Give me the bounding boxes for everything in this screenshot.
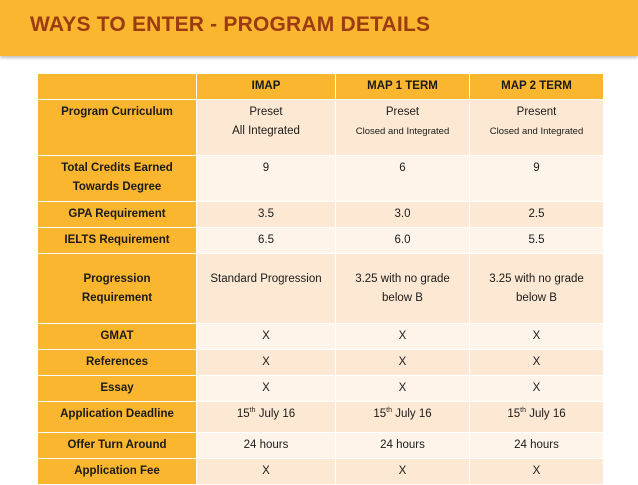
row-label-line: Total Credits Earned: [61, 162, 173, 174]
table-cell: X: [197, 324, 336, 350]
table-row: [38, 254, 604, 324]
cell-line: 3.25 with no grade: [355, 272, 450, 285]
cell-sub: Closed and Integrated: [355, 126, 450, 137]
date-day: 15: [507, 408, 521, 420]
table-cell: X: [336, 350, 470, 376]
cell-sub: Closed and Integrated: [489, 126, 584, 137]
table-cell: [197, 254, 336, 324]
table-cell: [197, 402, 336, 433]
row-label: Offer Turn Around: [38, 433, 197, 459]
table-cell: 6.5: [197, 228, 336, 254]
date-suffix: th: [249, 407, 256, 415]
table-row: [38, 100, 604, 156]
row-label-line: Requirement: [81, 291, 153, 304]
row-label: [38, 156, 197, 202]
table-cell: 5.5: [470, 228, 604, 254]
table-cell: X: [336, 376, 470, 402]
header-corner: [38, 74, 197, 100]
cell-line: below B: [382, 291, 423, 304]
table-cell: 9: [197, 156, 336, 202]
table-cell: 6.0: [336, 228, 470, 254]
table-header-row: [38, 74, 604, 100]
date-suffix: th: [520, 407, 526, 415]
row-label: Application Deadline: [38, 402, 197, 433]
column-header-map-1-term: MAP 1 TERM: [336, 74, 470, 100]
table-row: [38, 202, 604, 228]
row-label: Program Curriculum: [38, 100, 197, 156]
cell-main: Preset: [385, 106, 420, 118]
table-row: [38, 324, 604, 350]
date-day: 15: [236, 408, 250, 420]
table-row: [38, 376, 604, 402]
row-label: Application Fee: [38, 459, 197, 485]
table-row: [38, 228, 604, 254]
table-cell: 3.0: [336, 202, 470, 228]
cell-sub: All Integrated: [232, 125, 300, 137]
table-cell: X: [336, 324, 470, 350]
table-row: [38, 402, 604, 433]
cell-line: below B: [516, 291, 557, 304]
date-rest: July 16: [526, 408, 566, 420]
table-cell: [470, 402, 604, 433]
table-cell: X: [197, 459, 336, 485]
table-cell: 24 hours: [470, 433, 604, 459]
program-details-table: [37, 73, 604, 485]
table-cell: X: [470, 459, 604, 485]
cell-main: Present: [516, 106, 557, 118]
table-cell: X: [197, 376, 336, 402]
table-cell: [470, 100, 604, 156]
table-row: [38, 433, 604, 459]
table-cell: X: [336, 459, 470, 485]
table-cell: [336, 100, 470, 156]
table-cell: X: [197, 350, 336, 376]
title-bar: [0, 0, 638, 56]
cell-line: 3.25 with no grade: [489, 272, 584, 285]
table-cell: [470, 254, 604, 324]
row-label: [38, 254, 197, 324]
table-cell: 24 hours: [336, 433, 470, 459]
column-header-map-2-term: MAP 2 TERM: [470, 74, 604, 100]
date-suffix: th: [386, 407, 392, 415]
table-row: [38, 350, 604, 376]
table-row: [38, 459, 604, 485]
page-title: WAYS TO ENTER - PROGRAM DETAILS: [30, 13, 431, 36]
table-cell: X: [470, 350, 604, 376]
date-rest: July 16: [255, 408, 296, 420]
row-label-line: Towards Degree: [72, 181, 162, 193]
table-cell: 2.5: [470, 202, 604, 228]
table-cell: 6: [336, 156, 470, 202]
row-label: IELTS Requirement: [38, 228, 197, 254]
table-cell: X: [470, 376, 604, 402]
date-day: 15: [373, 408, 387, 420]
row-label: GMAT: [38, 324, 197, 350]
cell-line: Standard Progression: [210, 272, 322, 285]
cell-line: [201, 289, 331, 308]
table-cell: [197, 100, 336, 156]
cell-main: Preset: [249, 106, 283, 118]
table-row: [38, 156, 604, 202]
table-cell: 24 hours: [197, 433, 336, 459]
column-header-imap: IMAP: [197, 74, 336, 100]
row-label: Essay: [38, 376, 197, 402]
row-label-line: Progression: [83, 272, 151, 285]
table-cell: X: [470, 324, 604, 350]
table-cell: [336, 254, 470, 324]
row-label: References: [38, 350, 197, 376]
row-label: GPA Requirement: [38, 202, 197, 228]
table-cell: [336, 402, 470, 433]
table-cell: 3.5: [197, 202, 336, 228]
date-rest: July 16: [392, 408, 432, 420]
table-cell: 9: [470, 156, 604, 202]
